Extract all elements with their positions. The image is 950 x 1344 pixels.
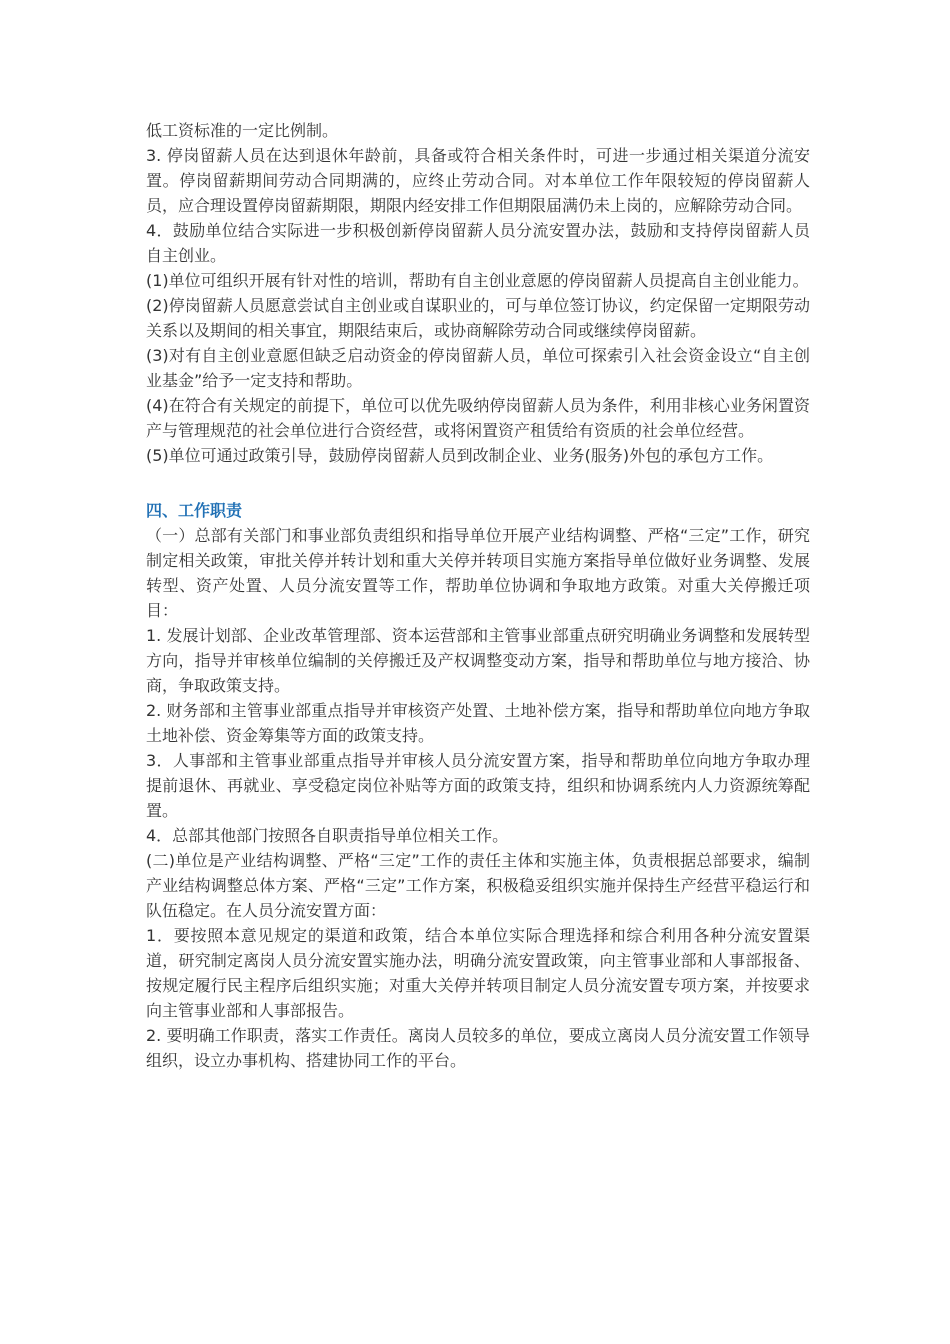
paragraph-sub-5-outsourcing: (5)单位可通过政策引导，鼓励停岗留薪人员到改制企业、业务(服务)外包的承包方工作。 [146,446,774,465]
paragraph-sub-2-agreement: (2)停岗留薪人员愿意尝试自主创业或自谋职业的，可与单位签订协议，约定保留一定期限劳动关系以及期间的相关事宜，期限结束后，或协商解除劳动合同或继续停岗留薪。 [146,296,810,340]
paragraph-unit-duties: (二)单位是产业结构调整、严格“三定”工作的责任主体和实施主体，负责根据总部要求，编制产业结构调整总体方案、严格“三定”工作方案，积极稳妥组织实施并保持生产经营平稳运行和队伍稳定。在人员分流安置方面： [146,851,810,920]
document-page [146,118,810,1073]
paragraph-hq-item-3: 3．人事部和主管事业部重点指导并审核人员分流安置方案，指导和帮助单位向地方争取办理提前退休、再就业、享受稳定岗位补贴等方面的政策支持，组织和协调系统内人力资源统筹配置。 [146,751,810,820]
section-4-body [146,523,810,1073]
paragraph-item-4-encourage: 4．鼓励单位结合实际进一步积极创新停岗留薪人员分流安置办法，鼓励和支持停岗留薪人员自主创业。 [146,221,810,265]
paragraph-hq-item-2: 2. 财务部和主管事业部重点指导并审核资产处置、土地补偿方案，指导和帮助单位向地方争取土地补偿、资金筹集等方面的政策支持。 [146,701,810,745]
paragraph-sub-4-assets: (4)在符合有关规定的前提下，单位可以优先吸纳停岗留薪人员为条件，利用非核心业务闲置资产与管理规范的社会单位进行合资经营，或将闲置资产租赁给有资质的社会单位经营。 [146,396,810,440]
paragraph-hq-duties: （一）总部有关部门和事业部负责组织和指导单位开展产业结构调整、严格“三定”工作，研究制定相关政策，审批关停并转计划和重大关停并转项目实施方案指导单位做好业务调整、发展转型、资产处置、人员分流安置等工作，帮助单位协调和争取地方政策。对重大关停搬迁项目： [146,526,810,620]
paragraph-item-3-retirement: 3. 停岗留薪人员在达到退休年龄前，具备或符合相关条件时，可进一步通过相关渠道分流安置。停岗留薪期间劳动合同期满的，应终止劳动合同。对本单位工作年限较短的停岗留薪人员，应合理设置停岗留薪期限，期限内经安排工作但期限届满仍未上岗的，应解除劳动合同。 [146,146,810,215]
paragraph-sub-1-training: (1)单位可组织开展有针对性的培训，帮助有自主创业意愿的停岗留薪人员提高自主创业能力。 [146,271,809,290]
paragraph-wage-standard: 低工资标准的一定比例制。 [146,121,339,140]
paragraph-unit-item-1: 1．要按照本意见规定的渠道和政策，结合本单位实际合理选择和综合利用各种分流安置渠道，研究制定离岗人员分流安置实施办法，明确分流安置政策，向主管事业部和人事部报备、按规定履行民主程序后组织实施；对重大关停并转项目制定人员分流安置专项方案，并按要求向主管事业部和人事部报告。 [146,926,810,1020]
section-gap [146,468,810,498]
section-4-heading: 四、工作职责 [146,501,243,520]
paragraph-hq-item-1: 1. 发展计划部、企业改革管理部、资本运营部和主管事业部重点研究明确业务调整和发展转型方向，指导并审核单位编制的关停搬迁及产权调整变动方案，指导和帮助单位与地方接洽、协商，争取政策支持。 [146,626,810,695]
section-3-body [146,118,810,468]
paragraph-sub-3-fund: (3)对有自主创业意愿但缺乏启动资金的停岗留薪人员，单位可探索引入社会资金设立“自主创业基金”给予一定支持和帮助。 [146,346,810,390]
paragraph-unit-item-2: 2. 要明确工作职责，落实工作责任。离岗人员较多的单位，要成立离岗人员分流安置工作领导组织，设立办事机构、搭建协同工作的平台。 [146,1026,810,1070]
paragraph-hq-item-4: 4．总部其他部门按照各自职责指导单位相关工作。 [146,826,509,845]
